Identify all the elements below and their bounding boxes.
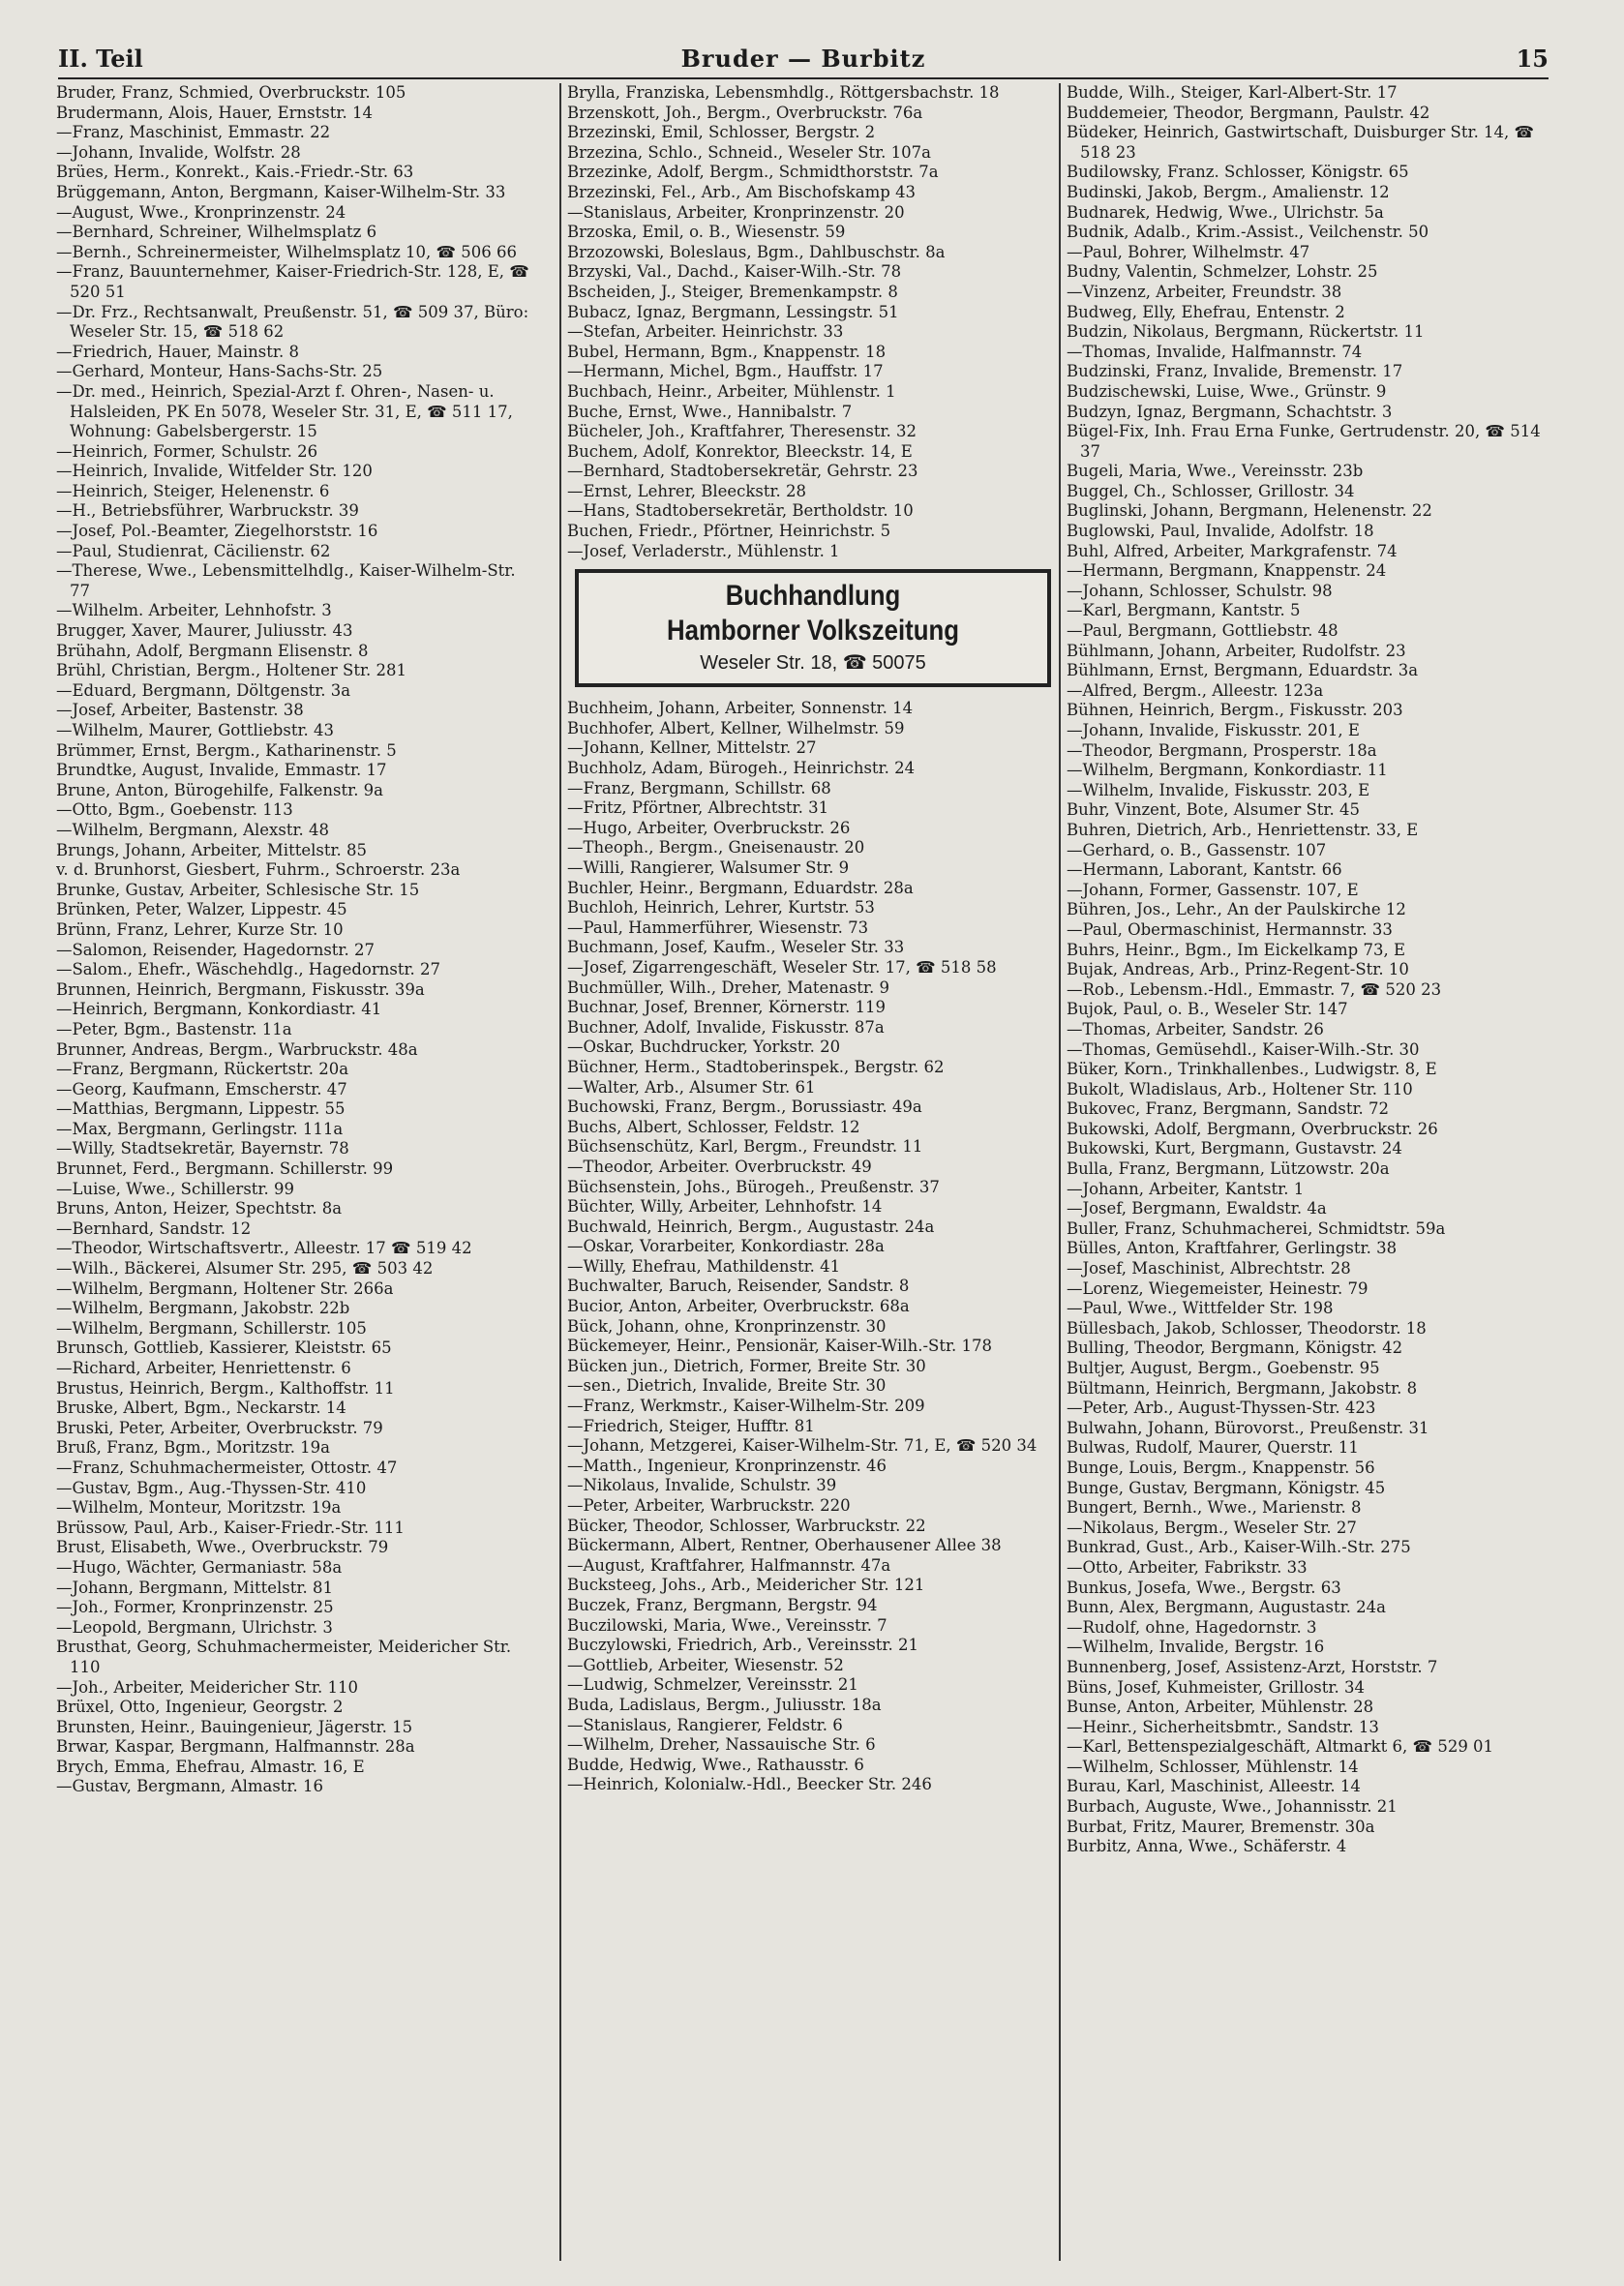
directory-entry: —Johann, Invalide, Wolfstr. 28 — [56, 142, 301, 162]
directory-entry: Bruski, Peter, Arbeiter, Overbruckstr. 79 — [56, 1418, 383, 1437]
directory-entry: Bulwas, Rudolf, Maurer, Querstr. 11 — [1067, 1438, 1359, 1458]
directory-entry: Buczek, Franz, Bergmann, Bergstr. 94 — [567, 1595, 878, 1614]
directory-entry: —Franz, Bergmann, Schillstr. 68 — [567, 778, 831, 797]
column-middle-bottom — [567, 699, 1059, 1795]
directory-entry: Bucior, Anton, Arbeiter, Overbruckstr. 68a — [567, 1297, 910, 1316]
directory-entry: Bück, Johann, ohne, Kronprinzenstr. 30 — [567, 1316, 887, 1336]
directory-entry: —Gustav, Bgm., Aug.-Thyssen-Str. 410 — [56, 1478, 367, 1497]
directory-entry: Budweg, Elly, Ehefrau, Entenstr. 2 — [1067, 302, 1345, 321]
directory-entry: Bunkus, Josefa, Wwe., Bergstr. 63 — [1067, 1578, 1341, 1597]
directory-entry: Brünn, Franz, Lehrer, Kurze Str. 10 — [56, 919, 344, 939]
directory-entry: Bückemeyer, Heinr., Pensionär, Kaiser-Wilh.-Str. 178 — [567, 1337, 993, 1356]
directory-entry: Bultjer, August, Bergm., Goebenstr. 95 — [1067, 1359, 1380, 1377]
directory-entry: —Johann, Bergmann, Mittelstr. 81 — [56, 1578, 333, 1597]
directory-entry: —Georg, Kaufmann, Emscherstr. 47 — [56, 1079, 347, 1098]
directory-entry: Brühahn, Adolf, Bergmann Elisenstr. 8 — [56, 641, 369, 660]
directory-entry: Buhrs, Heinr., Bgm., Im Eickelkamp 73, E — [1067, 940, 1405, 959]
directory-entry: —Johann, Kellner, Mittelstr. 27 — [567, 738, 817, 758]
directory-entry: —Heinrich, Former, Schulstr. 26 — [56, 441, 318, 461]
directory-entry: —Peter, Bgm., Bastenstr. 11a — [56, 1019, 292, 1038]
directory-entry: —Wilhelm, Schlosser, Mühlenstr. 14 — [1067, 1757, 1359, 1776]
directory-entry: —Johann, Former, Gassenstr. 107, E — [1067, 880, 1359, 899]
directory-entry: —Thomas, Invalide, Halfmannstr. 74 — [1067, 342, 1363, 361]
directory-entry: Brzyski, Val., Dachd., Kaiser-Wilh.-Str. 78 — [567, 262, 902, 282]
directory-entry: —Oskar, Buchdrucker, Yorkstr. 20 — [567, 1038, 841, 1057]
directory-entry: —Eduard, Bergmann, Döltgenstr. 3a — [56, 680, 351, 700]
directory-entry: —Lorenz, Wiegemeister, Heinestr. 79 — [1067, 1278, 1368, 1298]
directory-entry: —Rob., Lebensm.-Hdl., Emmastr. 7, ☎ 520 23 — [1067, 979, 1442, 999]
directory-entry: —Bernhard, Stadtobersekretär, Gehrstr. 23 — [567, 462, 918, 481]
directory-entry: Buchholz, Adam, Bürogeh., Heinrichstr. 24 — [567, 759, 916, 778]
directory-entry: Buchheim, Johann, Arbeiter, Sonnenstr. 14 — [567, 699, 914, 718]
directory-entry: —Theodor, Arbeiter. Overbruckstr. 49 — [567, 1157, 872, 1176]
directory-entry: —Wilhelm, Dreher, Nassauische Str. 6 — [567, 1735, 876, 1755]
directory-entry: —Willi, Rangierer, Walsumer Str. 9 — [567, 858, 850, 877]
directory-entry: Budde, Wilh., Steiger, Karl-Albert-Str. 17 — [1067, 83, 1398, 102]
directory-entry: Bulling, Theodor, Bergmann, Königstr. 42 — [1067, 1339, 1403, 1358]
column-middle — [559, 83, 1059, 2261]
directory-entry: —sen., Dietrich, Invalide, Breite Str. 30 — [567, 1376, 887, 1396]
directory-entry: —Bernh., Schreinermeister, Wilhelmsplatz 10, ☎ 506 66 — [56, 242, 518, 261]
directory-entry: Bukolt, Wladislaus, Arb., Holtener Str. 110 — [1067, 1079, 1413, 1098]
directory-entry: —Otto, Bgm., Goebenstr. 113 — [56, 800, 293, 820]
directory-entry: Bühnen, Heinrich, Bergm., Fiskusstr. 203 — [1067, 701, 1403, 720]
directory-entry: —Paul, Bergmann, Gottliebstr. 48 — [1067, 621, 1338, 641]
directory-entry: Bücker, Theodor, Schlosser, Warbruckstr. 22 — [567, 1516, 926, 1535]
directory-entry: Buchwalter, Baruch, Reisender, Sandstr. 8 — [567, 1277, 910, 1296]
directory-entry: —Paul, Studienrat, Cäcilienstr. 62 — [56, 541, 331, 560]
directory-entry: Büchner, Herm., Stadtoberinspek., Bergstr. 62 — [567, 1057, 945, 1076]
directory-entry: Bungert, Bernh., Wwe., Marienstr. 8 — [1067, 1498, 1362, 1518]
ad-subtitle: Hamborner Volkszeitung — [666, 615, 959, 647]
directory-entry: —Johann, Invalide, Fiskusstr. 201, E — [1067, 721, 1360, 739]
column-right — [1059, 83, 1558, 2261]
directory-entry: Buda, Ladislaus, Bergm., Juliusstr. 18a — [567, 1695, 882, 1714]
directory-entry: —Heinr., Sicherheitsbmtr., Sandstr. 13 — [1067, 1717, 1379, 1736]
directory-entry: —Walter, Arb., Alsumer Str. 61 — [567, 1077, 816, 1097]
directory-entry: —August, Wwe., Kronprinzenstr. 24 — [56, 202, 346, 222]
directory-entry: Buchhofer, Albert, Kellner, Wilhelmstr. 59 — [567, 718, 905, 737]
directory-entry: —Gustav, Bergmann, Almastr. 16 — [56, 1777, 323, 1796]
directory-entry: —Salomon, Reisender, Hagedornstr. 27 — [56, 940, 375, 959]
directory-entry: Burbitz, Anna, Wwe., Schäferstr. 4 — [1067, 1837, 1347, 1856]
ad-title: Buchhandlung — [725, 580, 901, 613]
directory-entry: —Paul, Hammerführer, Wiesenstr. 73 — [567, 917, 869, 937]
directory-entry: —Josef, Pol.-Beamter, Ziegelhorststr. 16 — [56, 522, 378, 541]
directory-entry: Bscheiden, J., Steiger, Bremenkampstr. 8 — [567, 282, 898, 301]
directory-entry: Bunnenberg, Josef, Assistenz-Arzt, Horststr. 7 — [1067, 1657, 1438, 1676]
directory-entry: —August, Kraftfahrer, Halfmannstr. 47a — [567, 1555, 891, 1575]
directory-entry: —Josef, Zigarrengeschäft, Weseler Str. 17, ☎ 518 58 — [567, 957, 997, 977]
directory-entry: —Bernhard, Schreiner, Wilhelmsplatz 6 — [56, 223, 377, 242]
directory-entry: —Theoph., Bergm., Gneisenaustr. 20 — [567, 838, 865, 857]
directory-entry: Bückermann, Albert, Rentner, Oberhausener Allee 38 — [567, 1536, 1002, 1555]
directory-entry: Budzyn, Ignaz, Bergmann, Schachtstr. 3 — [1067, 402, 1393, 421]
directory-entry: Brzezina, Schlo., Schneid., Weseler Str. 107a — [567, 142, 931, 162]
directory-entry: —Luise, Wwe., Schillerstr. 99 — [56, 1179, 294, 1198]
advertisement-box — [575, 569, 1051, 687]
directory-entry: —Johann, Metzgerei, Kaiser-Wilhelm-Str. 71, E, ☎ 520 34 — [567, 1436, 1038, 1456]
directory-entry: —Heinrich, Bergmann, Konkordiastr. 41 — [56, 1000, 382, 1019]
directory-entry: —Hermann, Bergmann, Knappenstr. 24 — [1067, 561, 1387, 581]
directory-entry: —Thomas, Arbeiter, Sandstr. 26 — [1067, 1019, 1324, 1038]
directory-entry: Buglowski, Paul, Invalide, Adolfstr. 18 — [1067, 522, 1374, 541]
directory-entry: Büdeker, Heinrich, Gastwirtschaft, Duisburger Str. 14, ☎ 518 23 — [1067, 123, 1535, 162]
directory-entry: —Paul, Bohrer, Wilhelmstr. 47 — [1067, 242, 1310, 261]
directory-entry: —Theodor, Wirtschaftsvertr., Alleestr. 17 ☎ 519 42 — [56, 1239, 472, 1258]
directory-entry: Brylla, Franziska, Lebensmhdlg., Röttgersbachstr. 18 — [567, 83, 1000, 102]
directory-entry: —Wilhelm, Bergmann, Holtener Str. 266a — [56, 1278, 394, 1298]
directory-entry: —Paul, Obermaschinist, Hermannstr. 33 — [1067, 919, 1393, 939]
directory-entry: —Friedrich, Hauer, Mainstr. 8 — [56, 342, 299, 361]
directory-entry: Bujok, Paul, o. B., Weseler Str. 147 — [1067, 1000, 1348, 1019]
directory-entry: —Dr. med., Heinrich, Spezial-Arzt f. Ohren-, Nasen- u. Halsleiden, PK En 5078, Weseler Str. 31, E, ☎ 511 17, Wohnung: Gabelsbergerstr. 15 — [56, 381, 513, 441]
directory-entry: Brüssow, Paul, Arb., Kaiser-Friedr.-Str. 111 — [56, 1518, 405, 1537]
directory-entry: Bühlmann, Ernst, Bergmann, Eduardstr. 3a — [1067, 661, 1419, 680]
directory-entry: Bubel, Hermann, Bgm., Knappenstr. 18 — [567, 342, 887, 361]
directory-entry: —Wilhelm, Bergmann, Schillerstr. 105 — [56, 1318, 367, 1338]
directory-entry: —Richard, Arbeiter, Henriettenstr. 6 — [56, 1359, 351, 1377]
directory-entry: Brüxel, Otto, Ingenieur, Georgstr. 2 — [56, 1698, 344, 1717]
directory-entry: —Wilhelm, Bergmann, Konkordiastr. 11 — [1067, 761, 1388, 780]
directory-entry: Buchler, Heinr., Bergmann, Eduardstr. 28a — [567, 878, 914, 897]
directory-entry: Bruß, Franz, Bgm., Moritzstr. 19a — [56, 1438, 331, 1458]
directory-entry: Brunke, Gustav, Arbeiter, Schlesische Str. 15 — [56, 880, 420, 899]
directory-entry: Budde, Hedwig, Wwe., Rathausstr. 6 — [567, 1755, 864, 1774]
directory-entry: —Karl, Bettenspezialgeschäft, Altmarkt 6, ☎ 529 01 — [1067, 1737, 1494, 1757]
directory-entry: —Thomas, Gemüsehdl., Kaiser-Wilh.-Str. 30 — [1067, 1039, 1420, 1059]
directory-entry: Brudermann, Alois, Hauer, Ernststr. 14 — [56, 103, 373, 122]
directory-entry: Büchter, Willy, Arbeiter, Lehnhofstr. 14 — [567, 1197, 883, 1217]
directory-entry: Bubacz, Ignaz, Bergmann, Lessingstr. 51 — [567, 302, 899, 321]
directory-entry: Budilowsky, Franz. Schlosser, Königstr. 65 — [1067, 163, 1409, 182]
directory-entry: —Josef, Verladerstr., Mühlenstr. 1 — [567, 541, 840, 560]
directory-entry: Bruns, Anton, Heizer, Spechtstr. 8a — [56, 1199, 343, 1218]
directory-entry: Buchowski, Franz, Bergm., Borussiastr. 49a — [567, 1098, 922, 1117]
directory-entry: Brünken, Peter, Walzer, Lippestr. 45 — [56, 900, 347, 919]
directory-entry: Brunnet, Ferd., Bergmann. Schillerstr. 99 — [56, 1159, 394, 1179]
directory-entry: —Nikolaus, Invalide, Schulstr. 39 — [567, 1476, 837, 1495]
directory-entry: —Stanislaus, Rangierer, Feldstr. 6 — [567, 1715, 843, 1734]
directory-entry: Bruder, Franz, Schmied, Overbruckstr. 105 — [56, 83, 406, 102]
directory-entry: —Paul, Wwe., Wittfelder Str. 198 — [1067, 1299, 1334, 1318]
directory-entry: Buchwald, Heinrich, Bergm., Augustastr. 24a — [567, 1217, 935, 1236]
directory-entry: Bunkrad, Gust., Arb., Kaiser-Wilh.-Str. 275 — [1067, 1538, 1411, 1557]
directory-entry: —Gerhard, Monteur, Hans-Sachs-Str. 25 — [56, 362, 383, 381]
directory-entry: Bukowski, Adolf, Bergmann, Overbruckstr. 26 — [1067, 1119, 1438, 1138]
directory-entry: Bugeli, Maria, Wwe., Vereinsstr. 23b — [1067, 462, 1364, 481]
directory-entry: —Theodor, Bergmann, Prosperstr. 18a — [1067, 740, 1377, 760]
directory-entry: Buchen, Friedr., Pförtner, Heinrichstr. 5 — [567, 522, 891, 541]
column-left — [56, 83, 540, 2261]
directory-entry: Bücken jun., Dietrich, Former, Breite Str. 30 — [567, 1356, 926, 1375]
directory-entry: —Wilhelm, Invalide, Bergstr. 16 — [1067, 1638, 1325, 1657]
directory-entry: Buchnar, Josef, Brenner, Körnerstr. 119 — [567, 998, 886, 1017]
directory-entry: —Fritz, Pförtner, Albrechtstr. 31 — [567, 798, 829, 818]
directory-entry: —Wilhelm, Maurer, Gottliebstr. 43 — [56, 721, 335, 739]
directory-entry: Brych, Emma, Ehefrau, Almastr. 16, E — [56, 1757, 365, 1776]
directory-entry: —Wilhelm, Monteur, Moritzstr. 19a — [56, 1498, 342, 1518]
directory-entry: Brune, Anton, Bürogehilfe, Falkenstr. 9a — [56, 780, 384, 799]
directory-entry: Brühl, Christian, Bergm., Holtener Str. 281 — [56, 661, 407, 680]
directory-entry: Brwar, Kaspar, Bergmann, Halfmannstr. 28a — [56, 1737, 415, 1757]
directory-entry: Bunn, Alex, Bergmann, Augustastr. 24a — [1067, 1598, 1386, 1617]
directory-entry: —Ernst, Lehrer, Bleeckstr. 28 — [567, 481, 807, 500]
directory-entry: v. d. Brunhorst, Giesbert, Fuhrm., Schroerstr. 23a — [56, 860, 461, 880]
directory-entry: —Joh., Arbeiter, Meidericher Str. 110 — [56, 1677, 358, 1697]
directory-entry: Bülles, Anton, Kraftfahrer, Gerlingstr. 38 — [1067, 1239, 1398, 1258]
directory-entry: Buhr, Vinzent, Bote, Alsumer Str. 45 — [1067, 800, 1360, 820]
directory-entry: —Hans, Stadtobersekretär, Bertholdstr. 10 — [567, 501, 914, 521]
directory-entry: Buchbach, Heinr., Arbeiter, Mühlenstr. 1 — [567, 381, 896, 401]
directory-entry: Brzozowski, Boleslaus, Bgm., Dahlbuschstr. 8a — [567, 242, 946, 261]
directory-entry: Buchloh, Heinrich, Lehrer, Kurtstr. 53 — [567, 898, 875, 917]
directory-entry: —Gottlieb, Arbeiter, Wiesenstr. 52 — [567, 1655, 844, 1674]
directory-entry: Bunse, Anton, Arbeiter, Mühlenstr. 28 — [1067, 1698, 1374, 1717]
directory-entry: Bruske, Albert, Bgm., Neckarstr. 14 — [56, 1399, 346, 1418]
directory-entry: Buczilowski, Maria, Wwe., Vereinsstr. 7 — [567, 1615, 887, 1635]
directory-entry: —H., Betriebsführer, Warbruckstr. 39 — [56, 501, 359, 521]
directory-entry: Buche, Ernst, Wwe., Hannibalstr. 7 — [567, 402, 853, 421]
directory-entry: —Johann, Arbeiter, Kantstr. 1 — [1067, 1179, 1305, 1198]
directory-entry: —Ludwig, Schmelzer, Vereinsstr. 21 — [567, 1675, 858, 1695]
directory-entry: Brümmer, Ernst, Bergm., Katharinenstr. 5 — [56, 740, 397, 760]
directory-entry: Bukowski, Kurt, Bergmann, Gustavstr. 24 — [1067, 1139, 1402, 1158]
directory-entry: Bücheler, Joh., Kraftfahrer, Theresenstr. 32 — [567, 422, 917, 441]
directory-entry: —Josef, Bergmann, Ewaldstr. 4a — [1067, 1199, 1327, 1218]
directory-entry: Buczylowski, Friedrich, Arb., Vereinsstr. 21 — [567, 1636, 918, 1655]
directory-entry: Budnarek, Hedwig, Wwe., Ulrichstr. 5a — [1067, 202, 1384, 222]
directory-entry: Buchem, Adolf, Konrektor, Bleeckstr. 14, E — [567, 441, 913, 461]
directory-entry: —Dr. Frz., Rechtsanwalt, Preußenstr. 51, ☎ 509 37, Büro: Weseler Str. 15, ☎ 518 62 — [56, 302, 529, 342]
directory-entry: —Gerhard, o. B., Gassenstr. 107 — [1067, 840, 1327, 859]
directory-entry: Büchsenschütz, Karl, Bergm., Freundstr. 11 — [567, 1137, 923, 1157]
directory-entry: —Matth., Ingenieur, Kronprinzenstr. 46 — [567, 1456, 887, 1475]
page-header — [58, 45, 1549, 79]
directory-entry: —Hermann, Michel, Bgm., Hauffstr. 17 — [567, 362, 884, 381]
directory-entry: —Oskar, Vorarbeiter, Konkordiastr. 28a — [567, 1237, 885, 1256]
directory-entry: Büns, Josef, Kuhmeister, Grillostr. 34 — [1067, 1677, 1365, 1697]
directory-entry: Brzoska, Emil, o. B., Wiesenstr. 59 — [567, 223, 846, 242]
directory-entry: Bukovec, Franz, Bergmann, Sandstr. 72 — [1067, 1099, 1390, 1119]
directory-entry: Buchs, Albert, Schlosser, Feldstr. 12 — [567, 1117, 860, 1136]
directory-entry: —Bernhard, Sandstr. 12 — [56, 1218, 252, 1238]
directory-entry: Bügel-Fix, Inh. Frau Erna Funke, Gertrudenstr. 20, ☎ 514 37 — [1067, 422, 1541, 461]
directory-entry: Burbat, Fritz, Maurer, Bremenstr. 30a — [1067, 1817, 1375, 1836]
directory-entry: —Matthias, Bergmann, Lippestr. 55 — [56, 1099, 346, 1119]
directory-entry: —Franz, Bergmann, Rückertstr. 20a — [56, 1060, 349, 1079]
directory-entry: Bulwahn, Johann, Bürovorst., Preußenstr. 31 — [1067, 1418, 1429, 1437]
directory-entry: —Willy, Ehefrau, Mathildenstr. 41 — [567, 1256, 841, 1276]
directory-entry: Bucksteeg, Johs., Arb., Meidericher Str. 121 — [567, 1576, 925, 1595]
directory-entry: —Alfred, Bergm., Alleestr. 123a — [1067, 680, 1324, 700]
directory-entry: —Willy, Stadtsekretär, Bayernstr. 78 — [56, 1139, 349, 1158]
directory-entry: Buchmüller, Wilh., Dreher, Matenastr. 9 — [567, 978, 889, 997]
directory-entry: —Max, Bergmann, Gerlingstr. 111a — [56, 1119, 344, 1138]
directory-entry: Brzezinski, Fel., Arb., Am Bischofskamp 43 — [567, 182, 917, 201]
directory-entry: Buhren, Dietrich, Arb., Henriettenstr. 33, E — [1067, 820, 1419, 839]
directory-entry: Buggel, Ch., Schlosser, Grillostr. 34 — [1067, 481, 1355, 500]
directory-entry: —Heinrich, Invalide, Witfelder Str. 120 — [56, 462, 373, 481]
directory-entry: Buller, Franz, Schuhmacherei, Schmidtstr. 59a — [1067, 1218, 1446, 1238]
directory-entry: —Hermann, Laborant, Kantstr. 66 — [1067, 860, 1342, 880]
directory-entry: Brustus, Heinrich, Bergm., Kalthoffstr. 11 — [56, 1378, 395, 1398]
directory-entry: —Therese, Wwe., Lebensmittelhdlg., Kaiser-Wilhelm-Str. 77 — [56, 561, 516, 600]
directory-entry: —Wilhelm, Invalide, Fiskusstr. 203, E — [1067, 780, 1370, 799]
directory-entry: Buchmann, Josef, Kaufm., Weseler Str. 33 — [567, 938, 905, 957]
directory-entry: Buchner, Adolf, Invalide, Fiskusstr. 87a — [567, 1017, 885, 1037]
directory-entry: —Peter, Arb., August-Thyssen-Str. 423 — [1067, 1399, 1376, 1418]
directory-entry: Büchsenstein, Johs., Bürogeh., Preußenstr. 37 — [567, 1177, 940, 1196]
directory-entry: Bühren, Jos., Lehr., An der Paulskirche 12 — [1067, 900, 1406, 919]
directory-entry: —Wilhelm, Bergmann, Alexstr. 48 — [56, 820, 330, 839]
directory-entry: Brundtke, August, Invalide, Emmastr. 17 — [56, 761, 387, 780]
directory-entry: —Wilh., Bäckerei, Alsumer Str. 295, ☎ 503 42 — [56, 1259, 434, 1278]
directory-entry: —Salom., Ehefr., Wäschehdlg., Hagedornstr. 27 — [56, 960, 441, 979]
directory-entry: —Franz, Schuhmachermeister, Ottostr. 47 — [56, 1458, 398, 1477]
directory-entry: Budinski, Jakob, Bergm., Amalienstr. 12 — [1067, 182, 1390, 201]
directory-entry: —Hugo, Arbeiter, Overbruckstr. 26 — [567, 818, 851, 837]
directory-entry: —Peter, Arbeiter, Warbruckstr. 220 — [567, 1496, 851, 1515]
directory-entry: —Stanislaus, Arbeiter, Kronprinzenstr. 20 — [567, 202, 905, 222]
directory-entry: Brunnen, Heinrich, Bergmann, Fiskusstr. 39a — [56, 979, 425, 999]
directory-entry: —Josef, Maschinist, Albrechtstr. 28 — [1067, 1259, 1351, 1278]
ad-address: Weseler Str. 18, ☎ 50075 — [700, 652, 926, 675]
directory-entry: Budzischewski, Luise, Wwe., Grünstr. 9 — [1067, 381, 1387, 401]
directory-entry: Brugger, Xaver, Maurer, Juliusstr. 43 — [56, 621, 353, 641]
directory-entry: —Wilhelm. Arbeiter, Lehnhofstr. 3 — [56, 601, 332, 620]
directory-entry: Brunsten, Heinr., Bauingenieur, Jägerstr. 15 — [56, 1717, 413, 1736]
directory-entry: Burbach, Auguste, Wwe., Johannisstr. 21 — [1067, 1797, 1398, 1817]
directory-entry: Brzezinke, Adolf, Bergm., Schmidthorststr. 7a — [567, 163, 939, 182]
directory-entry: Bühlmann, Johann, Arbeiter, Rudolfstr. 23 — [1067, 641, 1406, 660]
directory-entry: Bujak, Andreas, Arb., Prinz-Regent-Str. 10 — [1067, 960, 1409, 979]
directory-entry: Budzin, Nikolaus, Bergmann, Rückertstr. 11 — [1067, 322, 1425, 342]
column-middle-top — [567, 83, 1059, 561]
directory-entry: —Johann, Schlosser, Schulstr. 98 — [1067, 581, 1333, 600]
directory-entry: —Nikolaus, Bergm., Weseler Str. 27 — [1067, 1518, 1357, 1537]
directory-entry: —Karl, Bergmann, Kantstr. 5 — [1067, 601, 1301, 620]
directory-entry: —Franz, Bauunternehmer, Kaiser-Friedrich-Str. 128, E, ☎ 520 51 — [56, 262, 529, 301]
directory-entry: —Heinrich, Steiger, Helenenstr. 6 — [56, 481, 330, 500]
directory-entry: Brust, Elisabeth, Wwe., Overbruckstr. 79 — [56, 1538, 389, 1557]
directory-entry: Bunge, Louis, Bergm., Knappenstr. 56 — [1067, 1458, 1375, 1477]
directory-entry: Brunner, Andreas, Bergm., Warbruckstr. 48a — [56, 1039, 418, 1059]
directory-entry: —Wilhelm, Bergmann, Jakobstr. 22b — [56, 1299, 350, 1318]
directory-entry: Budnik, Adalb., Krim.-Assist., Veilchenstr. 50 — [1067, 223, 1429, 242]
directory-entry: Büllesbach, Jakob, Schlosser, Theodorstr. 18 — [1067, 1318, 1427, 1338]
directory-entry: —Otto, Arbeiter, Fabrikstr. 33 — [1067, 1557, 1308, 1577]
directory-entry: Bültmann, Heinrich, Bergmann, Jakobstr. 8 — [1067, 1378, 1418, 1398]
directory-entry: Brüggemann, Anton, Bergmann, Kaiser-Wilhelm-Str. 33 — [56, 182, 506, 201]
name-range-heading: Bruder — Burbitz — [680, 45, 926, 73]
directory-entry: —Rudolf, ohne, Hagedornstr. 3 — [1067, 1617, 1317, 1637]
directory-entry: Brungs, Johann, Arbeiter, Mittelstr. 85 — [56, 840, 368, 859]
directory-entry: —Josef, Arbeiter, Bastenstr. 38 — [56, 701, 304, 720]
directory-entry: Budny, Valentin, Schmelzer, Lohstr. 25 — [1067, 262, 1378, 282]
directory-entry: —Leopold, Bergmann, Ulrichstr. 3 — [56, 1617, 333, 1637]
directory-entry: Brusthat, Georg, Schuhmachermeister, Meidericher Str. 110 — [56, 1638, 512, 1676]
page-number: 15 — [1516, 45, 1549, 73]
directory-entry: Brunsch, Gottlieb, Kassierer, Kleiststr. 65 — [56, 1339, 392, 1358]
section-label: II. Teil — [58, 45, 143, 73]
directory-entry: —Heinrich, Kolonialw.-Hdl., Beecker Str. 246 — [567, 1775, 932, 1794]
directory-entry: —Vinzenz, Arbeiter, Freundstr. 38 — [1067, 282, 1342, 301]
directory-entry: Brües, Herm., Konrekt., Kais.-Friedr.-Str. 63 — [56, 163, 414, 182]
directory-entry: Bulla, Franz, Bergmann, Lützowstr. 20a — [1067, 1159, 1390, 1179]
directory-entry: Buglinski, Johann, Bergmann, Helenenstr. 22 — [1067, 501, 1432, 521]
directory-entry: Bunge, Gustav, Bergmann, Königstr. 45 — [1067, 1478, 1386, 1497]
directory-entry: Büker, Korn., Trinkhallenbes., Ludwigstr. 8, E — [1067, 1060, 1437, 1079]
directory-entry: Brzezinski, Emil, Schlosser, Bergstr. 2 — [567, 123, 876, 142]
directory-entry: Buhl, Alfred, Arbeiter, Markgrafenstr. 74 — [1067, 541, 1398, 560]
directory-entry: —Franz, Werkmstr., Kaiser-Wilhelm-Str. 209 — [567, 1397, 925, 1416]
directory-entry: Buddemeier, Theodor, Bergmann, Paulstr. 42 — [1067, 103, 1430, 122]
directory-entry: Budzinski, Franz, Invalide, Bremenstr. 17 — [1067, 362, 1403, 381]
directory-entry: —Hugo, Wächter, Germaniastr. 58a — [56, 1557, 343, 1577]
directory-entry: —Stefan, Arbeiter. Heinrichstr. 33 — [567, 322, 844, 342]
directory-entry: —Joh., Former, Kronprinzenstr. 25 — [56, 1598, 334, 1617]
directory-entry: Brzenskott, Joh., Bergm., Overbruckstr. 76a — [567, 103, 923, 122]
directory-entry: —Franz, Maschinist, Emmastr. 22 — [56, 123, 331, 142]
directory-entry: Burau, Karl, Maschinist, Alleestr. 14 — [1067, 1777, 1361, 1796]
directory-entry: —Friedrich, Steiger, Hufftr. 81 — [567, 1416, 815, 1435]
